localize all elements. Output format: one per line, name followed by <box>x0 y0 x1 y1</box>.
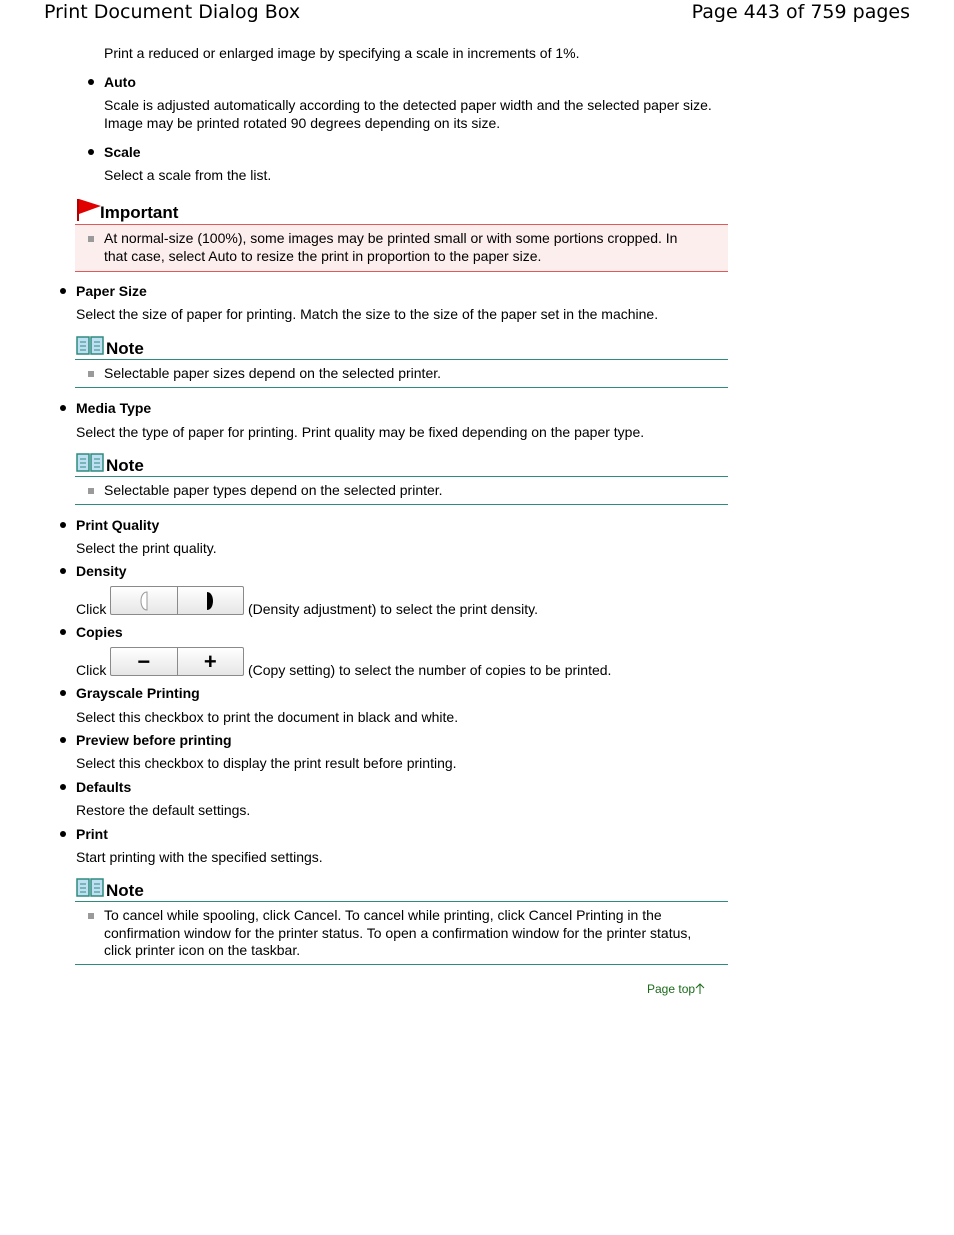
note-heading: Note <box>106 456 144 475</box>
page-top-link[interactable] <box>647 981 705 997</box>
scale-label: Scale <box>104 144 141 160</box>
copies-label: Copies <box>76 624 123 640</box>
square-bullet-icon <box>88 913 94 919</box>
bullet-icon <box>60 831 66 837</box>
copies-desc: (Copy setting) to select the number of copies to be printed. <box>248 662 612 678</box>
page-title: Print Document Dialog Box <box>44 1 301 23</box>
density-click: Click <box>76 601 107 617</box>
note-book-icon <box>76 452 104 472</box>
auto-desc-1: Scale is adjusted automatically according to the detected paper width and the selected paper size. <box>104 97 712 113</box>
note-book-icon <box>76 877 104 897</box>
bullet-icon <box>60 568 66 574</box>
arrow-up-icon <box>695 983 705 995</box>
auto-label: Auto <box>104 74 136 90</box>
paper-size-label: Paper Size <box>76 283 147 299</box>
print-note-1: To cancel while spooling, click Cancel. To cancel while printing, click Cancel Printing in the <box>104 907 662 923</box>
plus-icon: + <box>203 648 217 674</box>
print-desc: Start printing with the specified settings. <box>76 849 323 865</box>
defaults-desc: Restore the default settings. <box>76 802 251 818</box>
grayscale-desc: Select this checkbox to print the document in black and white. <box>76 709 459 725</box>
print-note-3: click printer icon on the taskbar. <box>104 942 301 958</box>
bullet-icon <box>60 522 66 528</box>
important-flag-icon <box>76 198 102 222</box>
print-quality-desc: Select the print quality. <box>76 540 217 556</box>
print-label: Print <box>76 826 108 842</box>
paper-size-note: Selectable paper sizes depend on the selected printer. <box>104 365 442 381</box>
defaults-label: Defaults <box>76 779 132 795</box>
density-dark-icon <box>203 591 217 611</box>
copies-increase-button[interactable] <box>177 648 244 675</box>
copy-setting-buttons[interactable] <box>110 647 244 676</box>
density-lighter-button[interactable] <box>111 587 177 614</box>
note-heading: Note <box>106 881 144 900</box>
auto-desc-2: Image may be printed rotated 90 degrees depending on its size. <box>104 115 501 131</box>
important-text-2: that case, select Auto to resize the print in proportion to the paper size. <box>104 248 542 264</box>
bullet-icon <box>88 79 94 85</box>
square-bullet-icon <box>88 488 94 494</box>
note-divider <box>75 387 728 388</box>
density-label: Density <box>76 563 127 579</box>
density-light-icon <box>137 591 151 611</box>
copies-click: Click <box>76 662 107 678</box>
preview-desc: Select this checkbox to display the print result before printing. <box>76 755 457 771</box>
bullet-icon <box>60 405 66 411</box>
media-type-label: Media Type <box>76 400 152 416</box>
page-counter: Page 443 of 759 pages <box>691 1 910 23</box>
note-divider <box>75 901 728 902</box>
important-text-1: At normal-size (100%), some images may be printed small or with some portions cropped. In <box>104 230 678 246</box>
preview-label: Preview before printing <box>76 732 232 748</box>
square-bullet-icon <box>88 236 94 242</box>
grayscale-label: Grayscale Printing <box>76 685 200 701</box>
print-quality-label: Print Quality <box>76 517 160 533</box>
bullet-icon <box>60 784 66 790</box>
paper-size-desc: Select the size of paper for printing. Match the size to the size of the paper set in the machine. <box>76 306 659 322</box>
intro-text: Print a reduced or enlarged image by specifying a scale in increments of 1%. <box>104 45 580 61</box>
note-heading: Note <box>106 339 144 358</box>
density-desc: (Density adjustment) to select the print density. <box>248 601 538 617</box>
note-divider <box>75 504 728 505</box>
note-book-icon <box>76 335 104 355</box>
bullet-icon <box>60 737 66 743</box>
print-note-2: confirmation window for the printer status. To open a confirmation window for the printer status, <box>104 925 692 941</box>
minus-icon: − <box>137 648 151 674</box>
important-heading: Important <box>100 203 179 222</box>
bullet-icon <box>60 690 66 696</box>
density-adjustment-buttons[interactable] <box>110 586 244 615</box>
copies-decrease-button[interactable] <box>111 648 177 675</box>
note-divider <box>75 476 728 477</box>
note-divider <box>75 359 728 360</box>
page-top-label: Page top <box>647 982 696 996</box>
square-bullet-icon <box>88 371 94 377</box>
media-type-note: Selectable paper types depend on the selected printer. <box>104 482 443 498</box>
media-type-desc: Select the type of paper for printing. Print quality may be fixed depending on the paper type. <box>76 424 645 440</box>
bullet-icon <box>88 149 94 155</box>
scale-desc: Select a scale from the list. <box>104 167 272 183</box>
bullet-icon <box>60 629 66 635</box>
note-divider <box>75 964 728 965</box>
density-darker-button[interactable] <box>177 587 244 614</box>
bullet-icon <box>60 288 66 294</box>
